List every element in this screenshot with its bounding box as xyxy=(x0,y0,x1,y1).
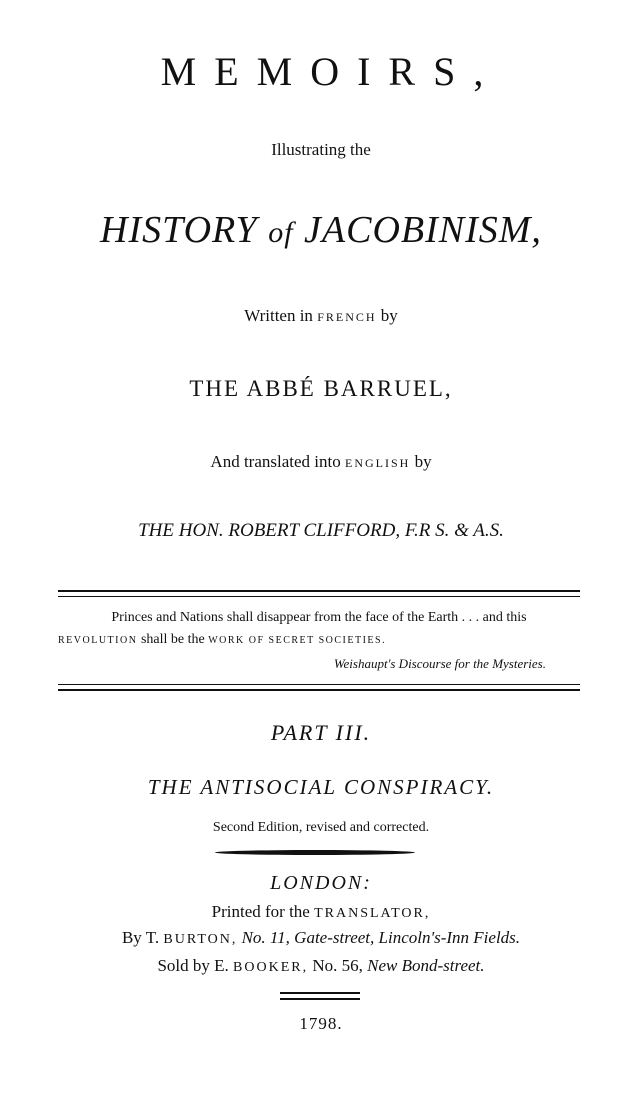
main-title-part2: JACOBINISM, xyxy=(304,209,542,251)
motto-line-2 xyxy=(58,632,580,648)
motto-bottom-rule xyxy=(58,689,580,691)
burton-name: BURTON, xyxy=(163,932,238,947)
motto-mid: shall be the xyxy=(140,632,205,647)
motto-attribution: Weishaupt's Discourse for the Mysteries. xyxy=(333,656,546,671)
book-title: MEMOIRS, xyxy=(160,49,502,94)
imprint-printed-for xyxy=(0,902,642,922)
sold-prefix: Sold by E. xyxy=(157,956,229,975)
sold-number: No. 56, xyxy=(312,956,363,975)
written-by-line xyxy=(0,306,642,326)
main-title-connector: of xyxy=(268,216,294,249)
part-number: PART III. xyxy=(270,720,372,745)
motto-top-rule-thin xyxy=(58,596,580,597)
publication-year: 1798. xyxy=(299,1014,343,1033)
imprint-city: LONDON: xyxy=(270,872,372,894)
translated-before: And translated into xyxy=(210,452,341,471)
translated-language: ENGLISH xyxy=(344,456,411,470)
burton-address: No. 11, Gate-street, Lincoln's-Inn Fields. xyxy=(241,928,521,947)
motto-word-revolution: REVOLUTION xyxy=(58,635,138,646)
imprint-sold-by xyxy=(0,956,642,976)
imprint-burton xyxy=(0,928,642,948)
written-after: by xyxy=(380,306,398,325)
burton-prefix: By T. xyxy=(121,928,160,947)
printed-for-name: TRANSLATOR, xyxy=(314,906,431,921)
edition-note: Second Edition, revised and corrected. xyxy=(212,820,430,835)
subtitle-prefix: Illustrating the xyxy=(271,140,371,159)
written-before: Written in xyxy=(244,306,313,325)
year-rule-top xyxy=(280,992,360,994)
motto-top-rule xyxy=(58,590,580,592)
motto-bottom-rule-thin xyxy=(58,684,580,685)
author-name: THE ABBÉ BARRUEL, xyxy=(189,376,453,401)
part-title: THE ANTISOCIAL CONSPIRACY. xyxy=(147,775,495,799)
sold-name: BOOKER, xyxy=(233,960,309,975)
printed-for-prefix: Printed for the xyxy=(211,902,310,921)
motto-line-1: Princes and Nations shall disappear from the face of the Earth . . . and this xyxy=(111,610,527,625)
sold-street: New Bond-street. xyxy=(367,956,485,975)
translator-name: THE HON. ROBERT CLIFFORD, F.R S. & A.S. xyxy=(138,520,504,541)
year-rule-bottom xyxy=(280,998,360,1000)
main-title-part1: HISTORY xyxy=(100,209,258,251)
main-title xyxy=(0,208,642,252)
written-language: FRENCH xyxy=(317,310,377,324)
translated-after: by xyxy=(414,452,432,471)
ornamental-dash xyxy=(215,850,415,855)
motto-word-societies: WORK OF SECRET SOCIETIES. xyxy=(208,635,387,646)
translated-by-line xyxy=(0,452,642,472)
